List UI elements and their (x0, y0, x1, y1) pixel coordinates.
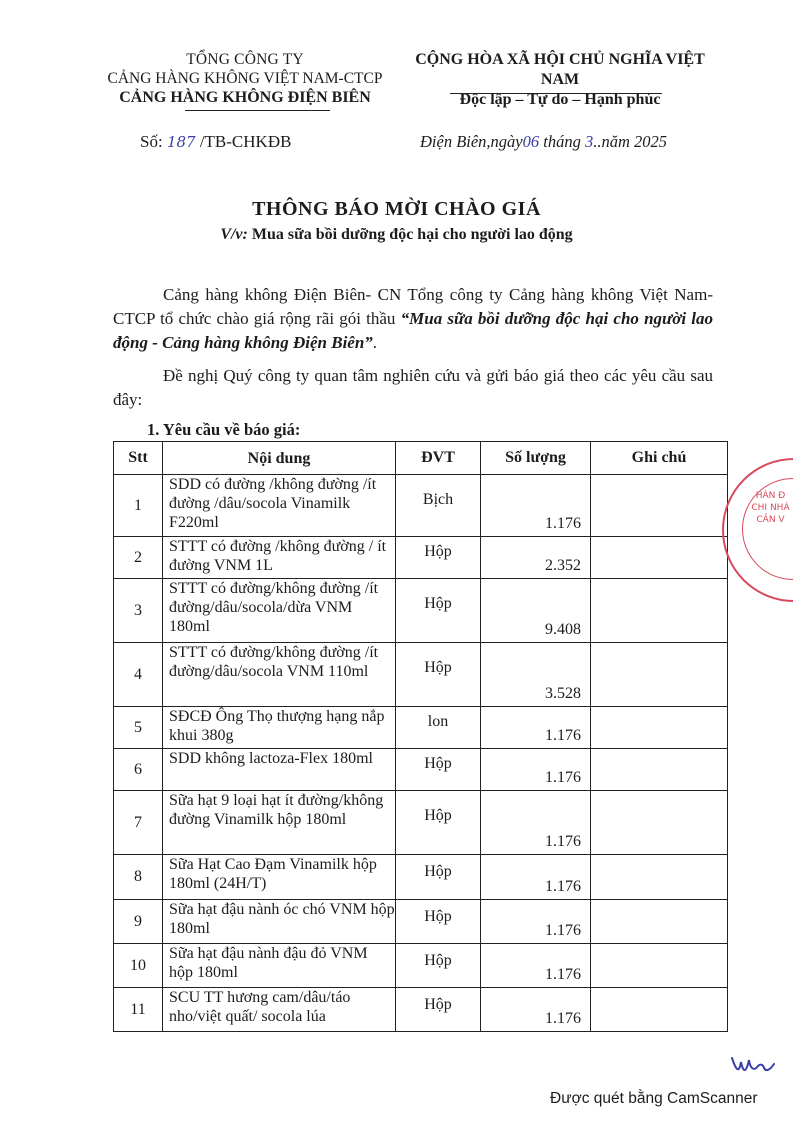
table-row: 7 Sữa hạt 9 loại hạt ít đường/không đường Vinamilk hộp 180ml Hộp 1.176 (114, 791, 728, 855)
scanner-watermark: Được quét bằng CamScanner (550, 1090, 758, 1107)
handwritten-number: 187 (166, 133, 196, 151)
table-row: 8 Sữa Hạt Cao Đạm Vinamilk hộp 180ml (24H/T) Hộp 1.176 (114, 855, 728, 900)
nation-motto: Độc lập – Tự do – Hạnh phúc (459, 91, 661, 108)
header-content: Nội dung (163, 442, 396, 475)
org-underline (185, 110, 330, 111)
stamp-text: HÀN Đ CHI NHÁ CẢN V (751, 491, 790, 525)
package-name: “Mua sữa bồi dưỡng độc hại cho người lao động - Cảng hàng không Điện Biên” (113, 309, 714, 352)
header-unit: ĐVT (396, 442, 481, 475)
national-header (395, 50, 725, 110)
org-line-2: CẢNG HÀNG KHÔNG VIỆT NAM-CTCP (107, 70, 383, 87)
intro-paragraph: Cảng hàng không Điện Biên- CN Tổng công ty Cảng hàng không Việt Nam-CTCP tổ chức chào giá rộng rãi gói thầu “Mua sữa bồi dưỡng độc hại cho người lao động - Cảng hàng không Điện Biên”. (113, 285, 714, 352)
handwritten-initials-icon (728, 1050, 778, 1078)
document-title: THÔNG BÁO MỜI CHÀO GIÁ (252, 198, 541, 220)
table-row: 3 STTT có đường/không đường /ít đường/dâu/socola/dừa VNM 180ml Hộp 9.408 (114, 579, 728, 643)
org-line-1: TỔNG CÔNG TY (186, 51, 304, 68)
handwritten-month: 3 (584, 132, 594, 151)
organization-header (100, 50, 390, 107)
document-subtitle: V/v: Mua sữa bồi dưỡng độc hại cho người lao động (220, 226, 573, 243)
reference-number: Số: 187 /TB-CHKĐB (140, 132, 292, 151)
requirements-table (113, 441, 728, 1032)
header-note: Ghi chú (591, 442, 728, 475)
table-header-row (114, 442, 728, 475)
table-row: 5 SĐCĐ Ông Thọ thượng hạng nắp khui 380g lon 1.176 (114, 707, 728, 749)
nation-line-1: CỘNG HÒA XÃ HỘI CHỦ NGHĨA VIỆT NAM (415, 51, 705, 88)
org-line-3: CẢNG HÀNG KHÔNG ĐIỆN BIÊN (119, 89, 371, 106)
request-paragraph: Đề nghị Quý công ty quan tâm nghiên cứu và gửi báo giá theo các yêu cầu sau đây: (113, 366, 713, 409)
table-row: 10 Sữa hạt đậu nành đậu đỏ VNM hộp 180ml Hộp 1.176 (114, 944, 728, 988)
document-date: Điện Biên,ngày06 tháng 3..năm 2025 (420, 132, 668, 151)
section-title: 1. Yêu cầu về báo giá: (147, 420, 301, 439)
table-row: 6 SDD không lactoza-Flex 180ml Hộp 1.176 (114, 749, 728, 791)
header-quantity: Số lượng (481, 442, 591, 475)
table-row: 11 SCU TT hương cam/dâu/táo nho/việt quất/ socola lúa Hộp 1.176 (114, 988, 728, 1032)
table-row: 2 STTT có đường /không đường / ít đường VNM 1L Hộp 2.352 (114, 537, 728, 579)
table-row: 4 STTT có đường/không đường /ít đường/dâu/socola VNM 110ml Hộp 3.528 (114, 643, 728, 707)
header-stt: Stt (114, 442, 163, 475)
table-row: 9 Sữa hạt đậu nành óc chó VNM hộp 180ml Hộp 1.176 (114, 900, 728, 944)
handwritten-day: 06 (522, 132, 540, 151)
motto-underline (450, 93, 662, 94)
table-row: 1 SDD có đường /không đường /ít đường /dâu/socola Vinamilk F220ml Bịch 1.176 (114, 475, 728, 537)
